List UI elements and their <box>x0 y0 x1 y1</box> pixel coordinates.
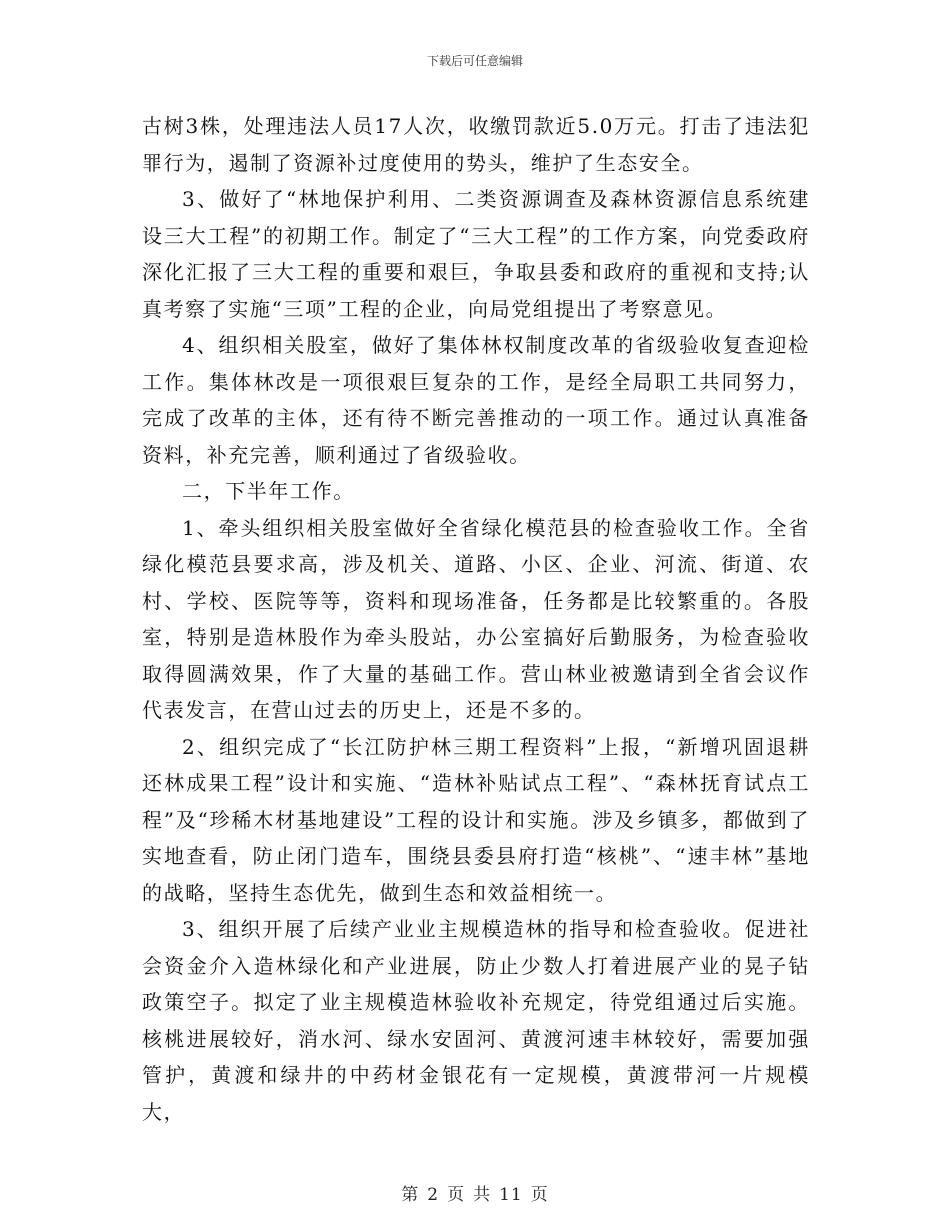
page-label-mid: 页 <box>447 1185 466 1205</box>
page-header: 下载后可任意编辑 <box>426 54 523 68</box>
paragraph: 3、做好了“林地保护利用、二类资源调查及森林资源信息系统建设三大工程”的初期工作。制定了“三大工程”的工作方案，向党委政府深化汇报了三大工程的重要和艰巨，争取县委和政府的重视和支持;认真考察了实施“三项”工程的企业，向局党组提出了考察意见。 <box>142 187 810 321</box>
total-pages-number: 11 <box>499 1185 523 1205</box>
total-label: 共 <box>473 1185 492 1205</box>
paragraph: 2、组织完成了“长江防护林三期工程资料”上报，“新增巩固退耕还林成果工程”设计和实施、“造林补贴试点工程”、“森林抚育试点工程”及“珍稀木材基地建设”工程的设计和实施。涉及乡镇多，都做到了实地查看，防止闭门造车，围绕县委县府打造“核桃”、“速丰林”基地的战略，坚持生态优先，做到生态和效益相统一。 <box>142 734 810 905</box>
paragraph: 古树3株，处理违法人员17人次，收缴罚款近5.0万元。打击了违法犯罪行为，遏制了资源补过度使用的势头，维护了生态安全。 <box>142 114 810 175</box>
page-label-prefix: 第 <box>401 1185 420 1205</box>
section-heading: 二，下半年工作。 <box>182 479 355 503</box>
paragraph: 4、组织相关股室，做好了集体林权制度改革的省级验收复查迎检工作。集体林改是一项很艰巨复杂的工作，是经全局职工共同努力，完成了改革的主体，还有待不断完善推动的一项工作。通过认真准备资料，补充完善，顺利通过了省级验收。 <box>142 333 810 467</box>
paragraph: 1、牵头组织相关股室做好全省绿化模范县的检查验收工作。全省绿化模范县要求高，涉及机关、道路、小区、企业、河流、街道、农村、学校、医院等等，资料和现场准备，任务都是比较繁重的。各股室，特别是造林股作为牵头股站，办公室搞好后勤服务，为检查验收取得圆满效果，作了大量的基础工作。营山林业被邀请到全省会议作代表发言，在营山过去的历史上，还是不多的。 <box>142 515 810 722</box>
page-label-suffix: 页 <box>530 1185 549 1205</box>
paragraph: 3、组织开展了后续产业业主规模造林的指导和检查验收。促进社会资金介入造林绿化和产业进展，防止少数人打着进展产业的晃子钻政策空子。拟定了业主规模造林验收补充规定，待党组通过后实施。核桃进展较好，消水河、绿水安固河、黄渡河速丰林较好，需要加强管护，黄渡和绿井的中药材金银花有一定规模，黄渡带河一片规模大， <box>142 917 810 1124</box>
current-page-number: 2 <box>427 1185 440 1205</box>
page-footer <box>0 1180 950 1205</box>
document-body <box>142 108 810 1130</box>
